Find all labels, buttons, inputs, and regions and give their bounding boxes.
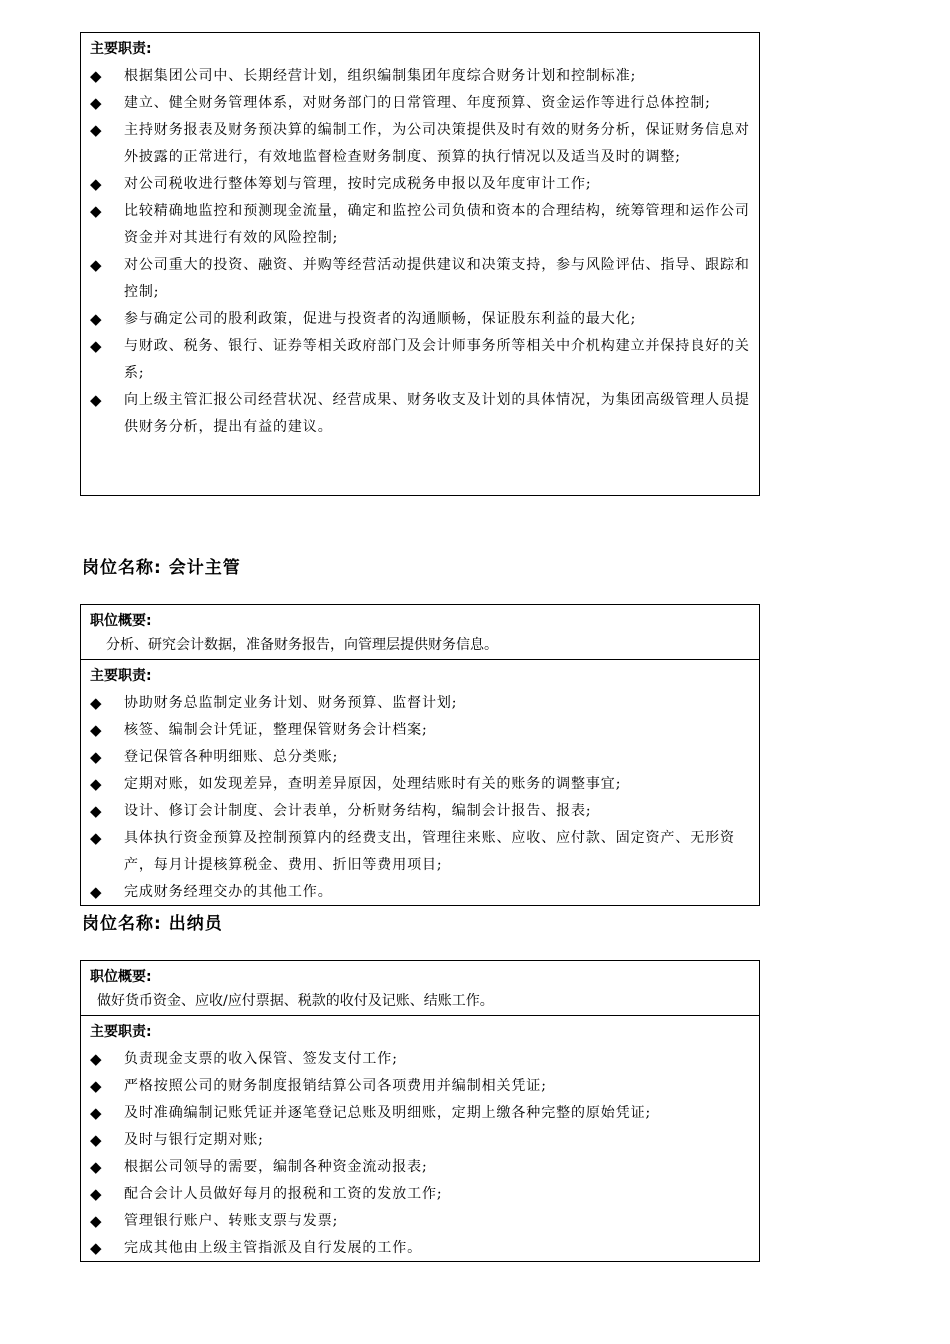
duty-item: [90, 63, 750, 90]
duty-text: 主持财务报表及财务预决算的编制工作，为公司决策提供及时有效的财务分析，保证财务信息对外披露的正常进行，有效地监督检查财务制度、预算的执行情况以及适当及时的调整;: [124, 122, 750, 165]
diamond-bullet-icon: ◆: [90, 1077, 103, 1095]
duty-item: [90, 1046, 750, 1073]
job-box-cashier: [80, 960, 760, 1262]
duties-list: [90, 1046, 750, 1262]
duties-box-1: [80, 32, 760, 496]
duty-text: 配合会计人员做好每月的报税和工资的发放工作;: [124, 1186, 443, 1202]
duty-item: [90, 879, 750, 906]
duties-heading: 主要职责:: [90, 41, 152, 57]
duty-text: 设计、修订会计制度、会计表单，分析财务结构，编制会计报告、报表;: [124, 803, 592, 819]
duty-item: [90, 171, 750, 198]
diamond-bullet-icon: ◆: [90, 202, 103, 220]
diamond-bullet-icon: ◆: [90, 1158, 103, 1176]
duty-text: 参与确定公司的股利政策，促进与投资者的沟通顺畅，保证股东利益的最大化;: [124, 311, 637, 327]
duty-item: [90, 306, 750, 333]
duty-text: 负责现金支票的收入保管、签发支付工作;: [124, 1051, 398, 1067]
diamond-bullet-icon: ◆: [90, 391, 103, 409]
duty-text: 根据集团公司中、长期经营计划，组织编制集团年度综合财务计划和控制标准;: [124, 68, 637, 84]
duty-item: [90, 798, 750, 825]
diamond-bullet-icon: ◆: [90, 1239, 103, 1257]
diamond-bullet-icon: ◆: [90, 748, 103, 766]
duty-item: [90, 690, 750, 717]
duty-text: 向上级主管汇报公司经营状况、经营成果、财务收支及计划的具体情况，为集团高级管理人员提供财务分析，提出有益的建议。: [124, 392, 750, 435]
duty-item: [90, 198, 750, 252]
duties-list: [90, 63, 750, 441]
diamond-bullet-icon: ◆: [90, 802, 103, 820]
duty-item: [90, 1181, 750, 1208]
diamond-bullet-icon: ◆: [90, 1050, 103, 1068]
duty-text: 核签、编制会计凭证，整理保管财务会计档案;: [124, 722, 428, 738]
diamond-bullet-icon: ◆: [90, 121, 103, 139]
duty-text: 及时与银行定期对账;: [124, 1132, 264, 1148]
diamond-bullet-icon: ◆: [90, 1185, 103, 1203]
diamond-bullet-icon: ◆: [90, 337, 103, 355]
diamond-bullet-icon: ◆: [90, 175, 103, 193]
duty-item: [90, 1127, 750, 1154]
duty-text: 严格按照公司的财务制度报销结算公司各项费用并编制相关凭证;: [124, 1078, 547, 1094]
duty-text: 对公司税收进行整体筹划与管理，按时完成税务申报以及年度审计工作;: [124, 176, 592, 192]
duty-text: 完成其他由上级主管指派及自行发展的工作。: [124, 1240, 422, 1256]
summary-cell: [81, 961, 759, 1015]
diamond-bullet-icon: ◆: [90, 67, 103, 85]
summary-cell: [81, 605, 759, 659]
post-title-accounting-supervisor: 岗位名称: 会计主管: [82, 558, 241, 578]
duties-cell: [81, 33, 759, 443]
duties-cell: [81, 1015, 759, 1264]
duty-text: 协助财务总监制定业务计划、财务预算、监督计划;: [124, 695, 458, 711]
diamond-bullet-icon: ◆: [90, 94, 103, 112]
summary-heading: 职位概要:: [90, 969, 152, 985]
duties-cell: [81, 659, 759, 908]
duty-item: [90, 333, 750, 387]
duty-item: [90, 717, 750, 744]
diamond-bullet-icon: ◆: [90, 883, 103, 901]
duty-text: 比较精确地监控和预测现金流量，确定和监控公司负债和资本的合理结构，统筹管理和运作公司资金并对其进行有效的风险控制;: [124, 203, 750, 246]
duty-item: [90, 1154, 750, 1181]
diamond-bullet-icon: ◆: [90, 694, 103, 712]
duty-text: 根据公司领导的需要，编制各种资金流动报表;: [124, 1159, 428, 1175]
duty-text: 与财政、税务、银行、证券等相关政府部门及会计师事务所等相关中介机构建立并保持良好的关系;: [124, 338, 750, 381]
duty-text: 管理银行账户、转账支票与发票;: [124, 1213, 339, 1229]
duties-list: [90, 690, 750, 906]
duty-text: 建立、健全财务管理体系，对财务部门的日常管理、年度预算、资金运作等进行总体控制;: [124, 95, 711, 111]
duty-item: [90, 1235, 750, 1262]
duty-item: [90, 1073, 750, 1100]
diamond-bullet-icon: ◆: [90, 256, 103, 274]
duty-item: [90, 1208, 750, 1235]
duty-text: 定期对账，如发现差异，查明差异原因，处理结账时有关的账务的调整事宜;: [124, 776, 622, 792]
duty-item: [90, 90, 750, 117]
duty-item: [90, 252, 750, 306]
duty-text: 完成财务经理交办的其他工作。: [124, 884, 333, 900]
duty-text: 具体执行资金预算及控制预算内的经费支出，管理往来账、应收、应付款、固定资产、无形资产，每月计提核算税金、费用、折旧等费用项目;: [124, 830, 735, 873]
summary-text: 做好货币资金、应收/应付票据、税款的收付及记账、结账工作。: [97, 993, 494, 1009]
summary-text: 分析、研究会计数据，准备财务报告，向管理层提供财务信息。: [106, 637, 498, 653]
duty-item: [90, 117, 750, 171]
job-box-accounting-supervisor: [80, 604, 760, 906]
duty-item: [90, 825, 750, 879]
diamond-bullet-icon: ◆: [90, 829, 103, 847]
diamond-bullet-icon: ◆: [90, 1104, 103, 1122]
diamond-bullet-icon: ◆: [90, 1212, 103, 1230]
duty-item: [90, 387, 750, 441]
diamond-bullet-icon: ◆: [90, 310, 103, 328]
duty-item: [90, 1100, 750, 1127]
duty-text: 对公司重大的投资、融资、并购等经营活动提供建议和决策支持，参与风险评估、指导、跟踪和控制;: [124, 257, 750, 300]
duty-text: 及时准确编制记账凭证并逐笔登记总账及明细账，定期上缴各种完整的原始凭证;: [124, 1105, 652, 1121]
diamond-bullet-icon: ◆: [90, 1131, 103, 1149]
post-title-cashier: 岗位名称: 出纳员: [82, 914, 223, 934]
duties-heading: 主要职责:: [90, 1024, 152, 1040]
duties-heading: 主要职责:: [90, 668, 152, 684]
duty-item: [90, 744, 750, 771]
summary-heading: 职位概要:: [90, 613, 152, 629]
diamond-bullet-icon: ◆: [90, 721, 103, 739]
duty-text: 登记保管各种明细账、总分类账;: [124, 749, 339, 765]
diamond-bullet-icon: ◆: [90, 775, 103, 793]
duty-item: [90, 771, 750, 798]
